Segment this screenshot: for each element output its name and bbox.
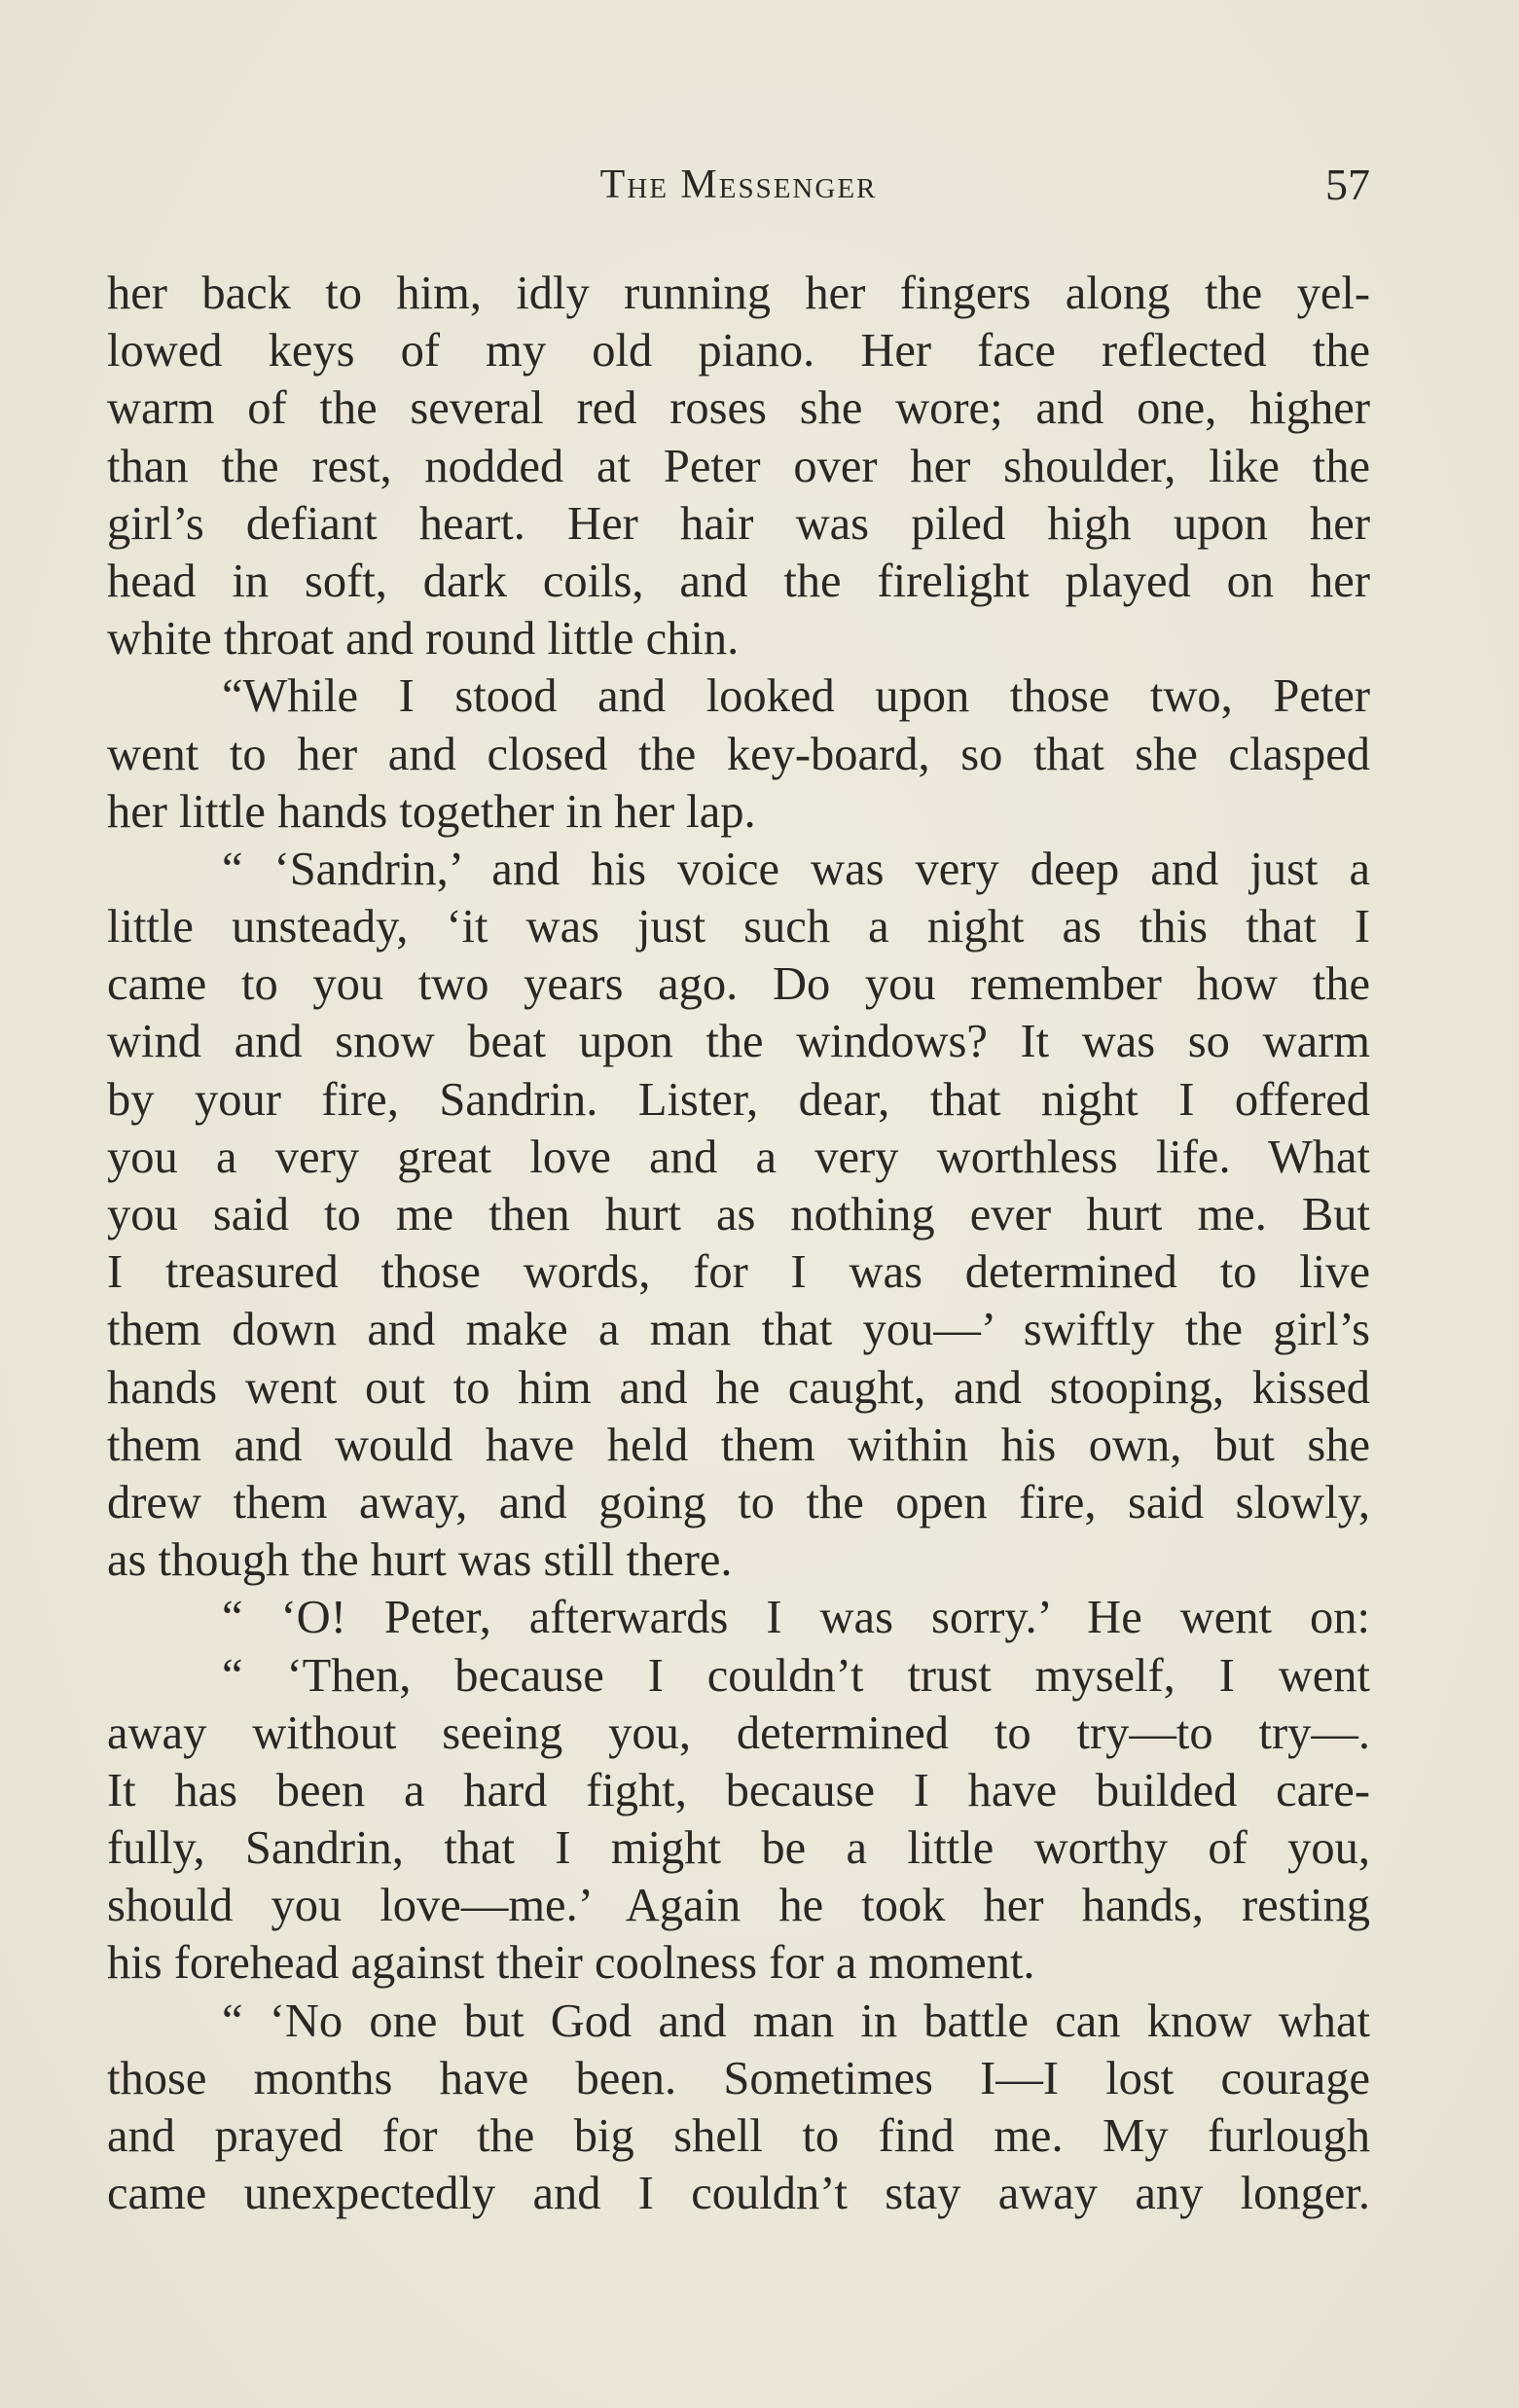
text-line: by your fire, Sandrin. Lister, dear, that night I offered — [107, 1073, 1370, 1126]
text-line: warm of the several red roses she wore; and one, higher — [107, 382, 1370, 435]
text-line: those months have been. Sometimes I—I lost courage — [107, 2052, 1370, 2104]
text-line: “ ‘O! Peter, afterwards I was sorry.’ He went on: — [222, 1592, 1370, 1644]
text-line: lowed keys of my old piano. Her face reflected the — [107, 325, 1370, 377]
text-line: and prayed for the big shell to find me. My furlough — [107, 2110, 1370, 2162]
text-line: It has been a hard fight, because I have builded care- — [107, 1764, 1370, 1816]
text-line: away without seeing you, determined to try—to try—. — [107, 1707, 1370, 1759]
text-line: white throat and round little chin. — [107, 613, 740, 665]
page-number: 57 — [1325, 160, 1370, 209]
text-line: I treasured those words, for I was determined to live — [107, 1246, 1370, 1299]
text-line: than the rest, nodded at Peter over her shoulder, like the — [107, 440, 1370, 492]
text-line: you a very great love and a very worthless life. What — [107, 1131, 1370, 1183]
text-line: drew them away, and going to the open fire, said slowly, — [107, 1476, 1370, 1528]
text-line: as though the hurt was still there. — [107, 1534, 733, 1587]
text-line: came to you two years ago. Do you remember how the — [107, 958, 1370, 1011]
text-line: head in soft, dark coils, and the firelight played on her — [107, 555, 1370, 607]
text-line: came unexpectedly and I couldn’t stay away any longer. — [107, 2168, 1370, 2220]
text-line: wind and snow beat upon the windows? It was so warm — [107, 1016, 1370, 1068]
text-line: “ ‘Then, because I couldn’t trust myself, I went — [222, 1649, 1370, 1702]
text-line: fully, Sandrin, that I might be a little worthy of you, — [107, 1822, 1370, 1875]
text-line: his forehead against their coolness for a moment. — [107, 1937, 1035, 1990]
text-line: them down and make a man that you—’ swiftly the girl’s — [107, 1304, 1370, 1356]
text-line: them and would have held them within his own, but she — [107, 1419, 1370, 1471]
text-line: you said to me then hurt as nothing ever hurt me. But — [107, 1189, 1370, 1240]
text-line: girl’s defiant heart. Her hair was piled high upon her — [107, 497, 1370, 550]
text-line: little unsteady, ‘it was just such a night as this that I — [107, 901, 1370, 953]
text-line: hands went out to him and he caught, and stooping, kissed — [107, 1361, 1370, 1414]
text-line: “ ‘Sandrin,’ and his voice was very deep and just a — [222, 843, 1370, 895]
page-header — [107, 156, 1370, 214]
text-line: “ ‘No one but God and man in battle can know what — [222, 1995, 1370, 2047]
text-line: should you love—me.’ Again he took her hands, resting — [107, 1880, 1370, 1932]
text-line: went to her and closed the key-board, so that she clasped — [107, 728, 1370, 780]
running-head: The Messenger — [599, 162, 878, 207]
body-text — [107, 265, 1370, 2222]
text-line: her back to him, idly running her fingers along the yel- — [107, 268, 1370, 319]
text-line: “While I stood and looked upon those two, Peter — [222, 670, 1370, 723]
text-line: her little hands together in her lap. — [107, 785, 756, 838]
